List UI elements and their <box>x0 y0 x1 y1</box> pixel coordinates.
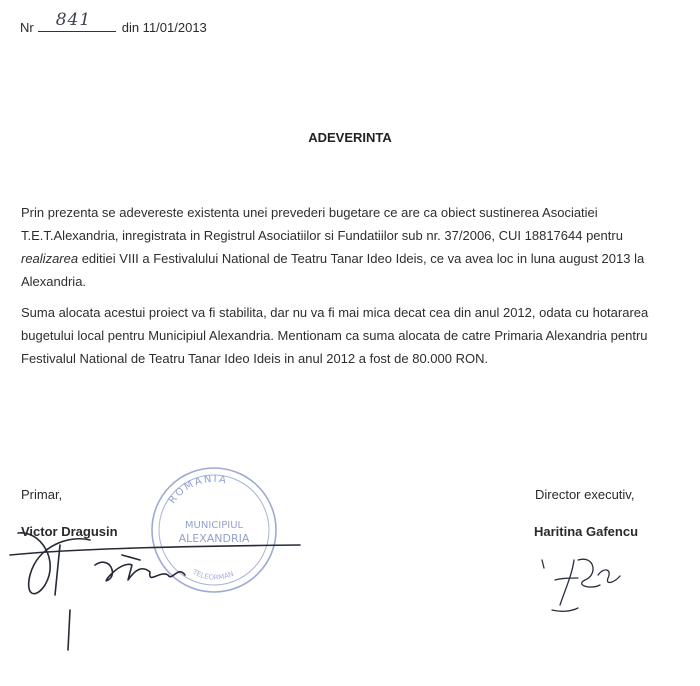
stamp-line-2: ALEXANDRIA <box>178 532 250 545</box>
official-stamp <box>152 468 276 592</box>
document-date: din 11/01/2013 <box>121 20 207 35</box>
svg-text:ROMANIA <box>167 474 229 506</box>
director-name: Haritina Gafencu <box>534 524 639 539</box>
nr-label: Nr <box>20 20 34 35</box>
primar-title: Primar, <box>21 487 63 502</box>
paragraph-1-text-a: Prin prezenta se adevereste existenta unei prevederi bugetare ce are ca obiect sustinerea Asociatiei T.E.T.Alexandria, inregistrata in Registrul Asociatiilor si Fundatiilor sub nr. 37/2006, CUI 18817644 pentru <box>21 205 623 243</box>
primar-name: Victor Dragusin <box>21 524 118 539</box>
director-title: Director executiv, <box>535 487 635 502</box>
stamp-line-1: MUNICIPIUL <box>184 520 244 531</box>
stamp-bottom-text: TELEORMAN <box>191 568 235 582</box>
paragraph-1-text-b: editiei VIII a Festivalului National de Teatru Tanar Ideo Ideis, ce va avea loc in luna august 2013 la Alexandria. <box>21 251 645 289</box>
nr-handwritten-value: 841 <box>55 10 92 30</box>
document-title: ADEVERINTA <box>308 130 392 145</box>
svg-text:TELEORMAN <box>190 568 234 582</box>
paragraph-1-italic: realizarea <box>21 251 79 266</box>
director-signature <box>542 559 620 611</box>
paragraph-2: Suma alocata acestui proiect va fi stabilita, dar nu va fi mai mica decat cea din anul 2012, odata cu hotararea bugetului local pentru Municipiul Alexandria. Mentionam ca suma alocata de catre Primaria Alexandria pentru Festivalul National de Teatru Tanar Ideo Ideis in anul 2012 a fost de 80.000 RON. <box>21 305 649 366</box>
stamp-top-text: ROMANIA <box>166 473 229 506</box>
